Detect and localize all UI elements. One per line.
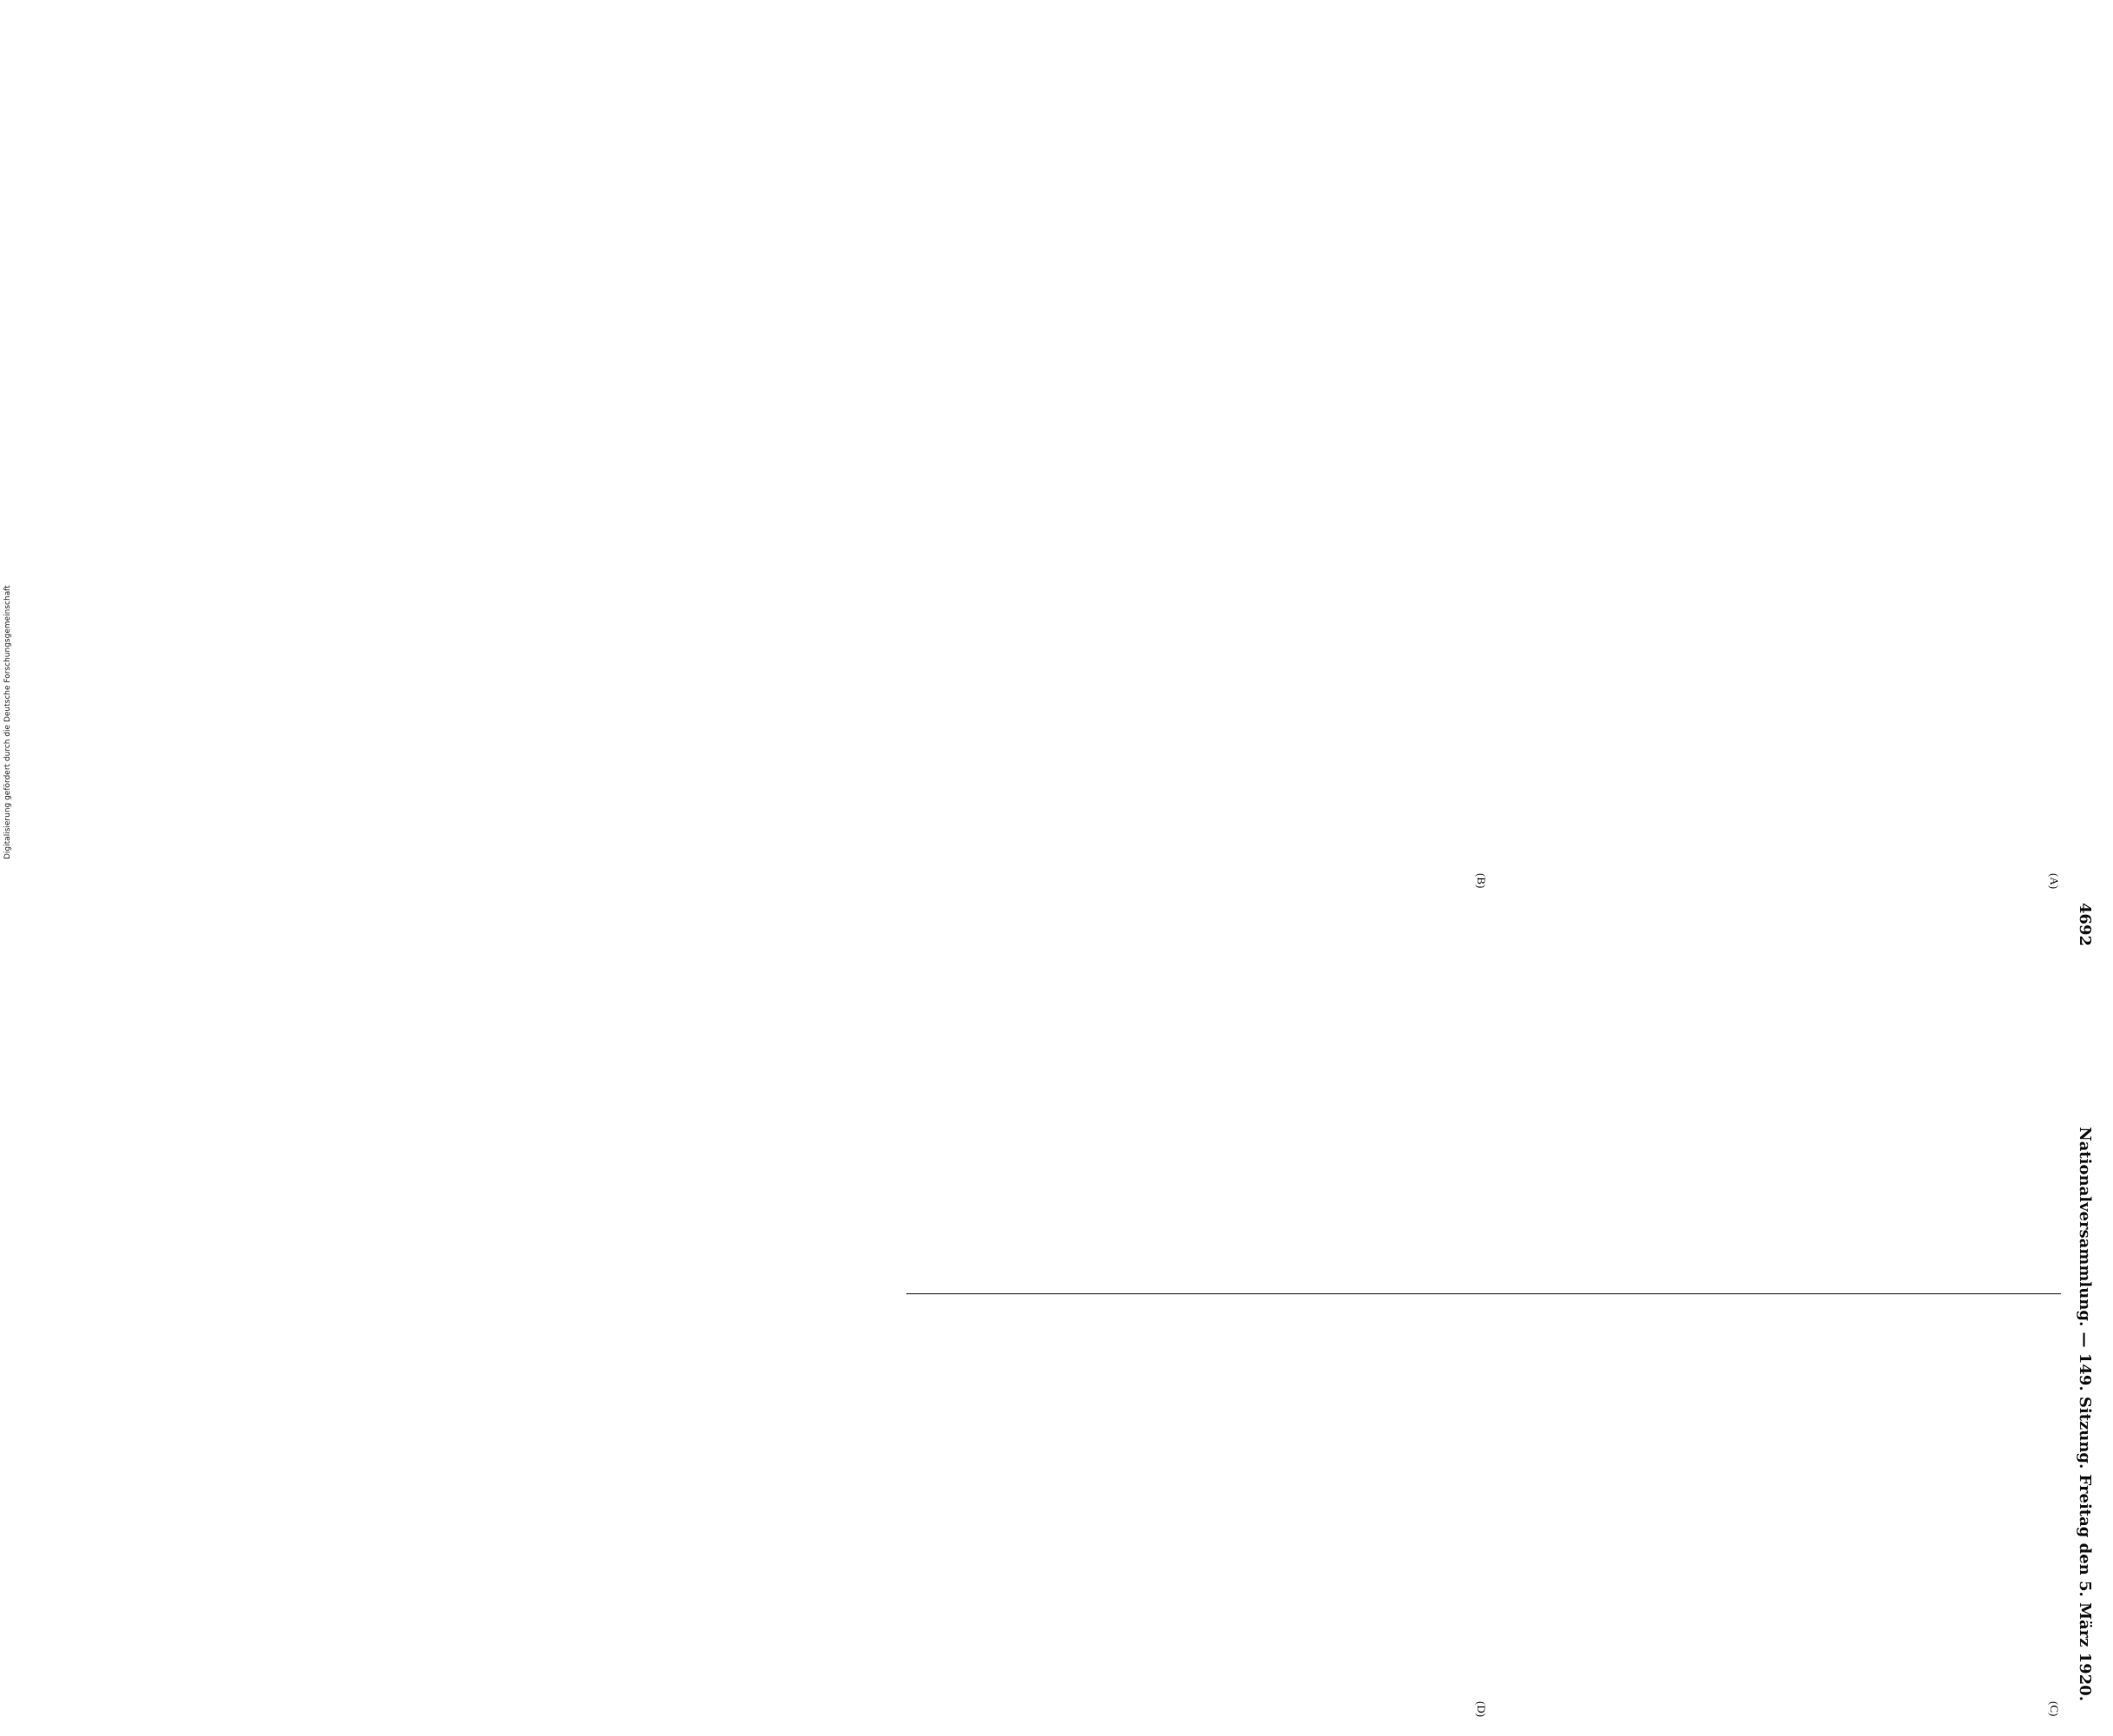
running-title: Nationalversammlung. — 149. Sitzung. Freitag den 5. März 1920. xyxy=(2076,1127,2094,1701)
page-header xyxy=(2075,903,2094,1701)
text-column-right xyxy=(901,1319,2064,1684)
digitization-credit: Digitalisierung gefördert durch die Deutsche Forschungsgemeinschaft xyxy=(3,585,12,859)
rotated-page-content xyxy=(868,868,2113,1736)
column-divider xyxy=(906,1293,2061,1294)
text-column-left xyxy=(901,903,2064,1267)
page-number: 4692 xyxy=(2076,903,2094,947)
margin-marker-b: (B) xyxy=(1475,873,1488,889)
margin-marker-c: (C) xyxy=(2048,1701,2061,1717)
margin-marker-a: (A) xyxy=(2048,873,2061,890)
margin-marker-d: (D) xyxy=(1475,1701,1488,1718)
